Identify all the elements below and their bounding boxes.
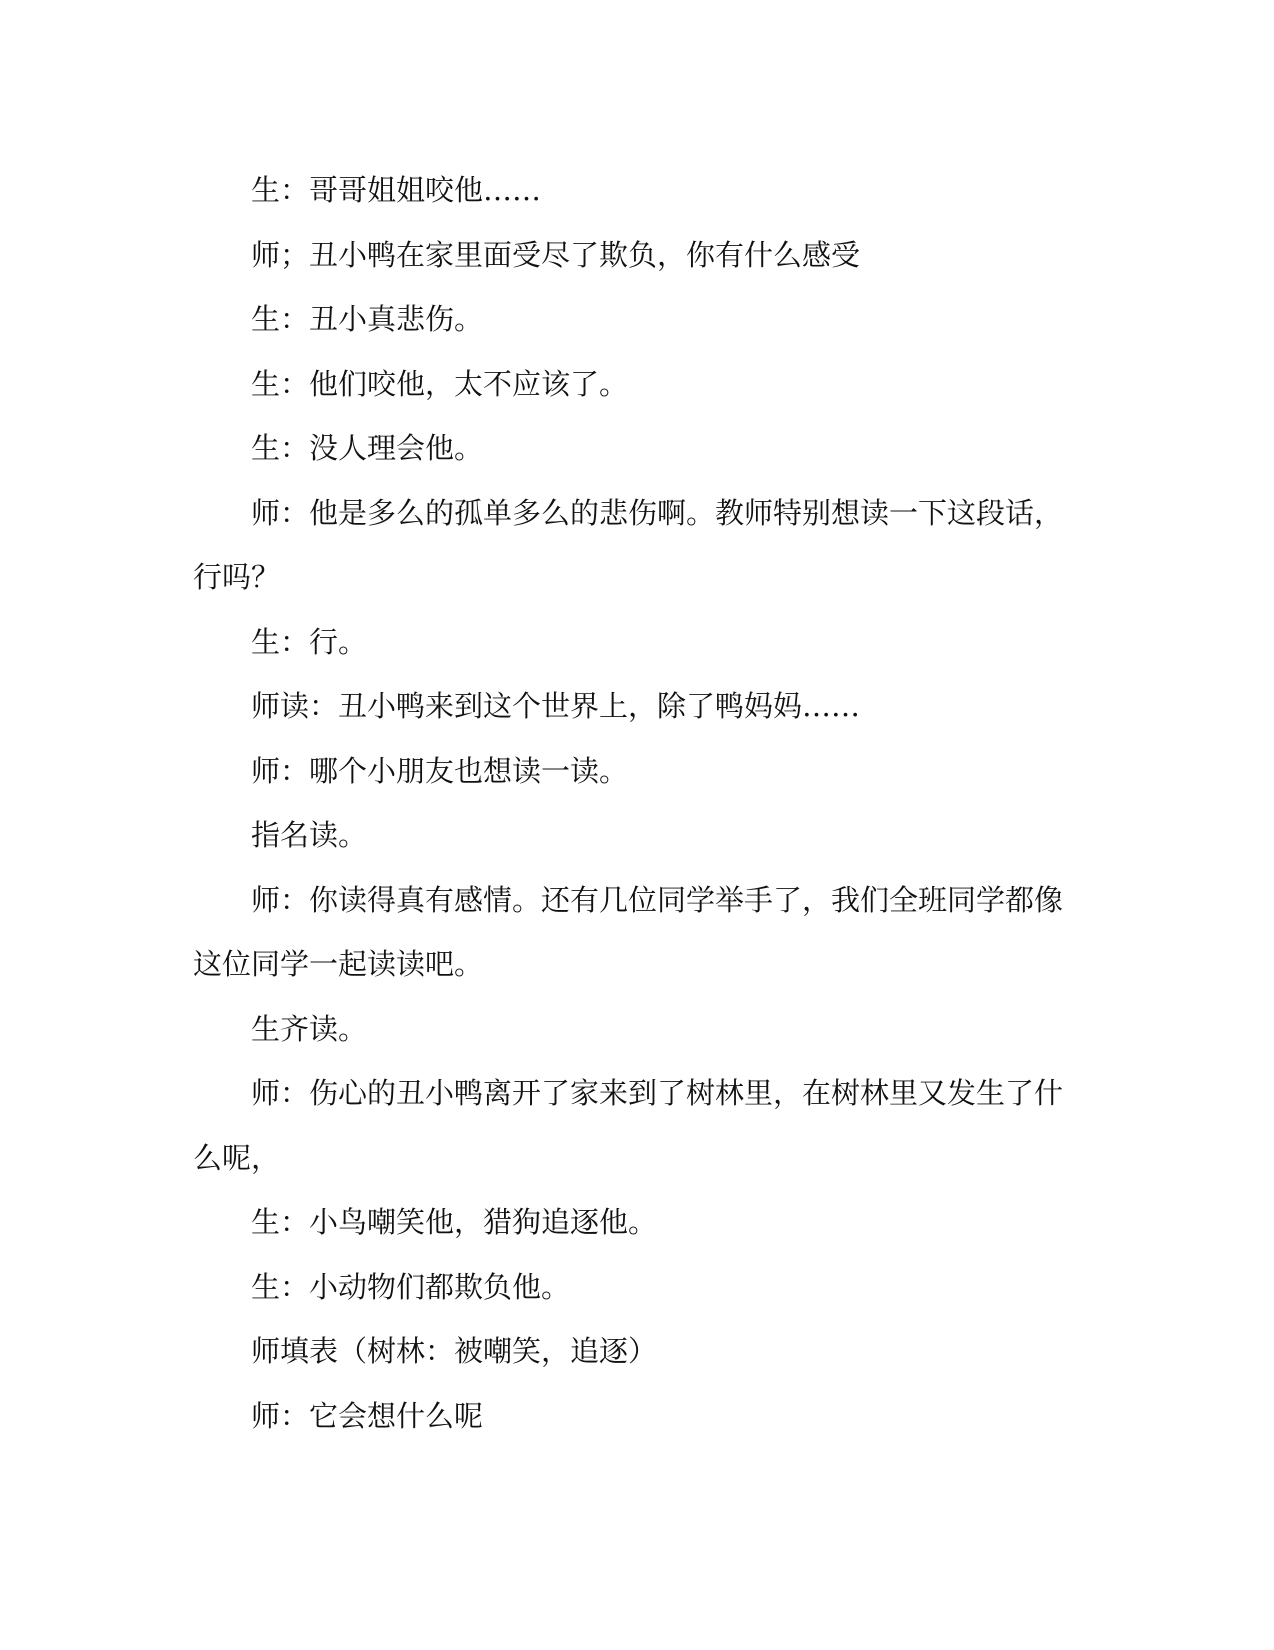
paragraph-line: 生：丑小真悲伤。 xyxy=(251,302,484,336)
paragraph-line: 师：哪个小朋友也想读一读。 xyxy=(251,753,629,788)
paragraph-line: 生：他们咬他，太不应该了。 xyxy=(251,366,629,401)
paragraph-line: 生：小鸟嘲笑他，猎狗追逐他。 xyxy=(251,1205,658,1239)
paragraph-line: 生：哥哥姐姐咬他…… xyxy=(251,173,542,207)
paragraph-line: 生：行。 xyxy=(251,624,368,659)
paragraph-line: 生：没人理会他。 xyxy=(251,431,484,465)
paragraph-line: 师读：丑小鸭来到这个世界上，除了鸭妈妈…… xyxy=(251,689,861,723)
paragraph-line: 师；丑小鸭在家里面受尽了欺负，你有什么感受 xyxy=(251,237,861,272)
document-body xyxy=(193,158,1073,1448)
paragraph-continuation-line: 这位同学一起读读吧。 xyxy=(193,947,484,981)
paragraph-line: 师填表（树林：被嘲笑，追逐） xyxy=(251,1334,658,1368)
paragraph-line: 师：它会想什么呢 xyxy=(251,1398,484,1433)
paragraph-line: 师：伤心的丑小鸭离开了家来到了树林里，在树林里又发生了什 xyxy=(251,1076,1064,1110)
paragraph-line: 生齐读。 xyxy=(251,1011,368,1046)
paragraph-continuation-line: 行吗？ xyxy=(193,560,281,594)
paragraph-line: 师：你读得真有感情。还有几位同学举手了，我们全班同学都像 xyxy=(251,882,1064,917)
paragraph-line: 生：小动物们都欺负他。 xyxy=(251,1269,571,1304)
paragraph-continuation-line: 么呢， xyxy=(193,1140,281,1175)
paragraph-line: 师：他是多么的孤单多么的悲伤啊。教师特别想读一下这段话， xyxy=(251,495,1064,530)
paragraph-line: 指名读。 xyxy=(251,818,368,852)
